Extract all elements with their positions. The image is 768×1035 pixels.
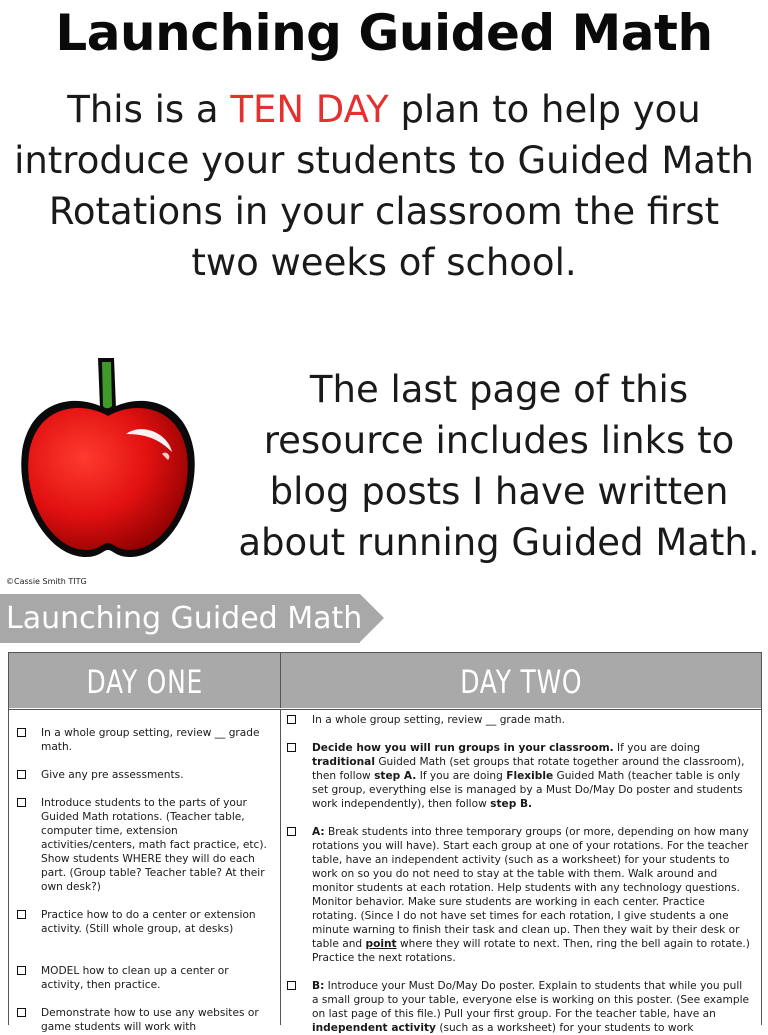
plan-table xyxy=(8,652,762,1034)
ten-day-highlight: TEN DAY xyxy=(230,88,389,131)
checkbox-icon xyxy=(17,910,26,919)
list-item: B: Introduce your Must Do/May Do poster. Explain to students that while you pull a small group to your table, everyone else is working on this poster. (See example on last page of this file.) Pull your first group. For the teacher table, have an independent activity (such as a worksheet) for your students to work xyxy=(312,979,752,1035)
checkbox-icon xyxy=(17,770,26,779)
checkbox-icon xyxy=(287,743,296,752)
checkbox-icon xyxy=(287,981,296,990)
list-item: Give any pre assessments. xyxy=(41,768,271,782)
checkbox-icon xyxy=(287,715,296,724)
day-two-header: DAY TWO xyxy=(281,653,761,708)
list-item: Decide how you will run groups in your classroom. If you are doing traditional Guided Math (set groups that rotate together around the classroom), then follow step A. If you are doing Flexible Guided Math (teacher table is only set group, everything else is managed by a Must Do/May Do poster and students work independently), then follow step B. xyxy=(312,741,752,811)
checkbox-icon xyxy=(287,827,296,836)
checkbox-icon xyxy=(17,798,26,807)
banner-arrow xyxy=(360,594,384,642)
list-item: Demonstrate how to use any websites or game students will work with xyxy=(41,1006,271,1034)
list-item: Practice how to do a center or extension activity. (Still whole group, at desks) xyxy=(41,908,271,936)
list-item: A: Break students into three temporary groups (or more, depending on how many rotations you will have). Start each group at one of your rotations. For the teacher table, have an independent activity (such as a worksheet) for your students to work on so you do not need to stay at the table with them. Walk around and monitor students at each rotation. Help students with any technology questions. Monitor behavior. Make sure students are working in each center. Practice rotating. (Since I do not have set times for each rotation, I give students a one minute warning to finish their task and clean up. Then they wait by their desk or table and point where they will rotate to next. Then, ring the bell again to rotate.) Practice the next rotations. xyxy=(312,825,752,965)
resource-note: The last page of this resource includes links to blog posts I have written about running Guided Math. xyxy=(238,368,760,564)
checkbox-icon xyxy=(17,1008,26,1017)
day-two-column xyxy=(281,709,761,1034)
page-title: Launching Guided Math xyxy=(55,4,713,62)
list-item: In a whole group setting, review __ grade math. xyxy=(41,726,271,754)
intro-post: plan to help you introduce your students to Guided Math Rotations in your classroom the first two weeks of school. xyxy=(14,88,754,284)
copyright: ©Cassie Smith TITG xyxy=(6,577,87,586)
checkbox-icon xyxy=(17,728,26,737)
list-item: In a whole group setting, review __ grade math. xyxy=(312,713,752,727)
day-one-header: DAY ONE xyxy=(9,653,281,708)
apple-icon xyxy=(8,352,208,562)
intro-text xyxy=(10,84,758,288)
day-one-column xyxy=(9,709,281,1033)
checkbox-icon xyxy=(17,966,26,975)
intro-pre: This is a xyxy=(67,88,231,131)
list-item: MODEL how to clean up a center or activity, then practice. xyxy=(41,964,271,992)
list-item: Introduce students to the parts of your Guided Math rotations. (Teacher table, computer time, extension activities/centers, math fact practice, etc). Show students WHERE they will do each part. (Group table? Teacher table? At their own desk?) xyxy=(41,796,271,894)
section-banner: Launching Guided Math xyxy=(0,594,360,643)
